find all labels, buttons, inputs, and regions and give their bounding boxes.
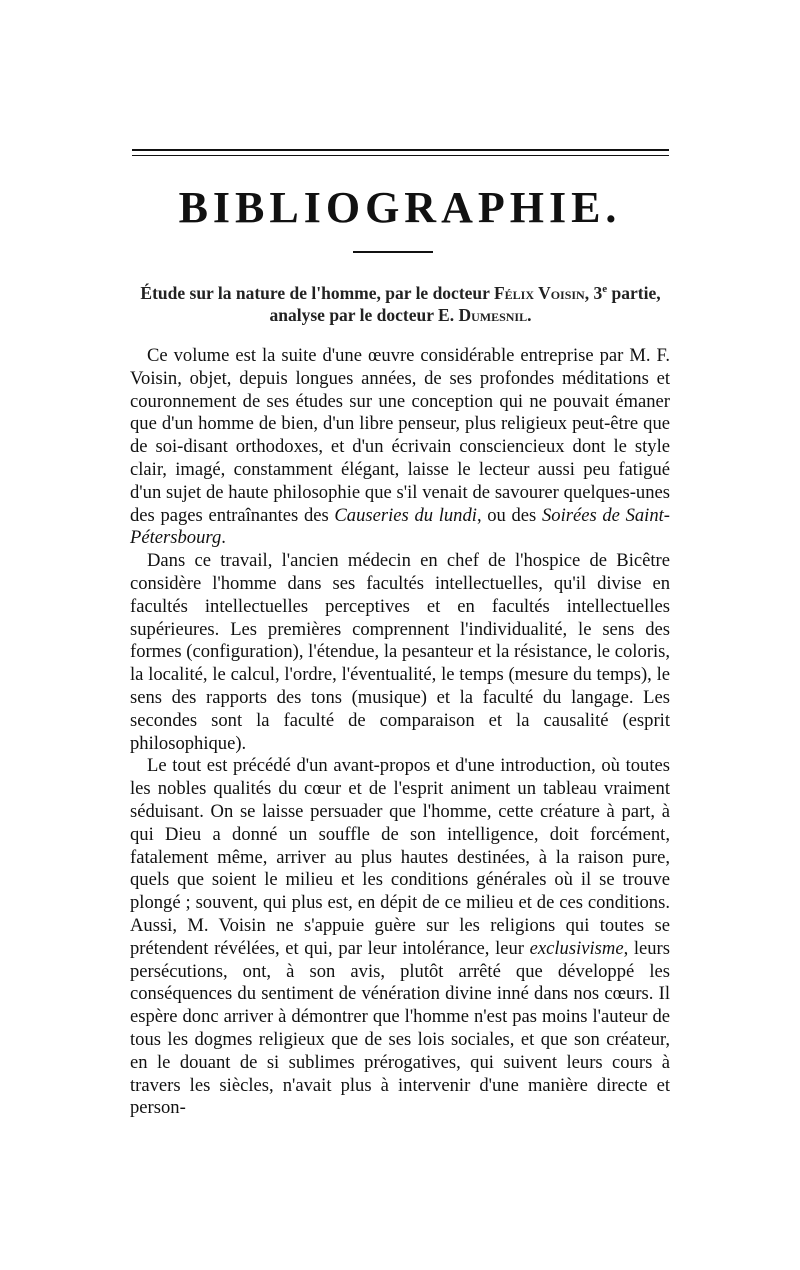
paragraph-text: , ou des [476, 504, 542, 526]
review-header-text: . [527, 305, 532, 325]
review-header-text: Étude sur la nature de l'homme, par le docteur [140, 283, 494, 303]
paragraph-1 [130, 345, 670, 550]
paragraph-text: , leurs persécutions, ont, à son avis, plutôt arrêté que développé les conséquences du sentiment de vénération divine inné dans nos cœurs. Il espère donc arriver à démontrer que l'homme n'est pas moins l'auteur de tous les dogmes religieux que de ses lois sociales, et que son créateur, en le douant de si sublimes prérogatives, qui suivent leurs cours à travers les siècles, n'avait plus à intervenir d'une manière directe et person- [130, 937, 670, 1119]
review-header-text: , 3 [584, 283, 603, 303]
paragraph-text: . [221, 527, 226, 549]
paragraph-text: Le tout est précédé d'un avant-propos et d'une introduction, où toutes les nobles qualités du cœur et de l'esprit animent un tableau vraiment séduisant. On se laisse persuader que l'homme, cette créature à part, à qui Dieu a donné un souffle de son intelligence, doit forcément, fatalement même, arriver au plus hautes destinées, à la raison pure, quels que soient le milieu et les conditions générales où il se trouve plongé ; souvent, qui plus est, en dépit de ce milieu et de ces conditions. Aussi, M. Voisin ne s'appuie guère sur les religions qui toutes se prétendent révélées, et qui, par leur intolérance, leur [130, 755, 670, 959]
italic-title-causeries: Causeries du lundi [334, 504, 477, 526]
paragraph-text: Ce volume est la suite d'une œuvre considérable entreprise par M. F. Voisin, objet, depuis longues années, de ses profondes méditations et couronnement de ses études sur une conception qui ne pouvait émaner que d'un homme de bien, d'un libre penseur, plus religieux peut-être que de soi-disant orthodoxes, et d'un écrivain consciencieux dont le style clair, imagé, constamment élégant, laisse le lecteur aussi peu fatigué d'un sujet de haute philosophie que s'il venait de savourer quelques-unes des pages entraînantes des [130, 345, 670, 526]
part-ordinal-suffix: e [602, 283, 608, 296]
top-double-rule-lower [132, 155, 669, 156]
top-double-rule-upper [132, 149, 669, 151]
review-header [132, 282, 669, 326]
article-body [130, 345, 670, 1120]
paragraph-3 [130, 755, 670, 1120]
author-name: Félix Voisin [493, 283, 585, 303]
italic-term-exclusivisme: exclusivisme [529, 937, 624, 959]
title-underline-rule [353, 251, 433, 253]
review-header-text: partie, [607, 283, 661, 303]
reviewer-name: Dumesnil [458, 305, 528, 325]
page-title: BIBLIOGRAPHIE. [178, 183, 622, 232]
italic-title-soirees: Soirées de Saint-Pétersbourg [130, 504, 671, 549]
review-header-text: analyse par le docteur E. [269, 305, 459, 325]
paragraph-2: Dans ce travail, l'ancien médecin en chef de l'hospice de Bicêtre considère l'homme dans ses facultés intellectuelles, qu'il divise en facultés intellectuelles perceptives et en facultés intellectuelles supérieures. Les premières comprennent l'individualité, le sens des formes (configuration), l'étendue, la pesanteur et la résistance, le coloris, la localité, le calcul, l'ordre, l'éventualité, le temps (mesure du temps), le sens des rapports des tons (musique) et la faculté du langage. Les secondes sont la faculté de comparaison et la causalité (esprit philosophique). [130, 550, 670, 754]
